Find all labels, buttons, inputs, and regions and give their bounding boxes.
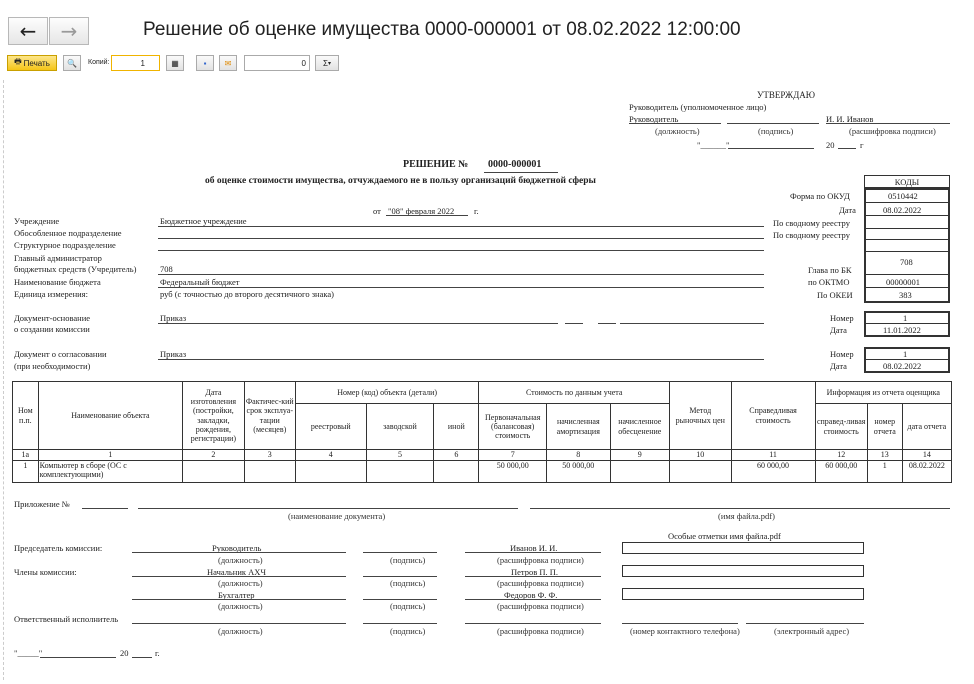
- col-init-header: Первоначальная (балансовая) стоимость: [479, 404, 547, 450]
- codes-date-label: Дата: [839, 205, 856, 215]
- doc-number: 0000-000001: [488, 159, 542, 170]
- save-icon: ▪: [203, 58, 207, 68]
- okud-value: 0510442: [888, 191, 918, 201]
- table-row: 1 Компьютер в сборе (ОС с комплектующими) 50 000,00 50 000,00 60 000,00 60 000,00 1 08.02.2022: [13, 461, 952, 483]
- agree-num-label: Номер: [830, 349, 854, 359]
- col-other-header: иной: [434, 404, 479, 450]
- window-title: Решение об оценке имущества 0000-000001 от 08.02.2022 12:00:00: [143, 19, 741, 40]
- gl-label-1: Главный администратор: [14, 253, 102, 263]
- col-date-header: Дата изготовления (постройки, закладки, рождения, регистрации): [183, 382, 245, 450]
- basis-value: Приказ: [160, 313, 187, 323]
- col-fact-header: заводской: [366, 404, 434, 450]
- sign-g: г.: [155, 648, 160, 658]
- codes-header: КОДЫ: [864, 175, 950, 188]
- back-button[interactable]: [8, 17, 48, 45]
- resp-cap-email: (электронный адрес): [774, 626, 850, 636]
- oktmo-value: 00000001: [886, 277, 920, 287]
- agree-label-1: Документ о согласовании: [14, 349, 107, 359]
- approve-cap-position: (должность): [655, 126, 700, 136]
- special-box-2: [622, 565, 864, 577]
- approve-position: Руководитель: [629, 114, 679, 124]
- member2-position: Бухгалтер: [218, 590, 255, 600]
- col-name-header: Наименование объекта: [38, 382, 183, 450]
- save-button[interactable]: [196, 55, 214, 71]
- envelope-icon: ✉: [224, 58, 232, 68]
- members-label: Члены комиссии:: [14, 567, 77, 577]
- chair-cap-name: (расшифровка подписи): [497, 555, 584, 565]
- chair-cap-pos: (должность): [218, 555, 263, 565]
- member1-name: Петров П. П.: [511, 567, 559, 577]
- sum-field[interactable]: 0: [244, 55, 310, 71]
- appendix-cap-file: (имя файла.pdf): [718, 511, 775, 521]
- codes-date-value: 08.02.2022: [883, 205, 922, 215]
- inst-label: Учреждение: [14, 216, 60, 226]
- sign-date-day: "_____": [14, 648, 43, 658]
- member1-cap-sign: (подпись): [390, 578, 426, 588]
- col-num-header: Ном п.п.: [13, 382, 39, 450]
- sub-label: Обособленное подразделение: [14, 228, 122, 238]
- member2-cap-name: (расшифровка подписи): [497, 601, 584, 611]
- col-impair-header: начисленное обесценение: [610, 404, 669, 450]
- okud-label: Форма по ОКУД: [790, 191, 850, 201]
- gl-value: 708: [160, 264, 173, 274]
- doc-date: "08" февраля 2022: [388, 206, 455, 216]
- col-cost-header: Стоимость по данным учета: [479, 382, 670, 404]
- col-rnum-header: номер отчета: [867, 404, 902, 450]
- approve-title: УТВЕРЖДАЮ: [757, 90, 816, 100]
- budget-value: Федеральный бюджет: [160, 277, 240, 287]
- approve-g: г: [860, 140, 864, 150]
- col-method-header: Метод рыночных цен: [670, 382, 732, 450]
- chair-name: Иванов И. И.: [510, 543, 558, 553]
- member2-name: Федоров Ф. Ф.: [504, 590, 558, 600]
- basis-num-label: Номер: [830, 313, 854, 323]
- struct-label: Структурное подразделение: [14, 240, 116, 250]
- arrow-left-icon: ←: [19, 19, 37, 43]
- basis-date-label: Дата: [830, 325, 847, 335]
- special-marks-label: Особые отметки имя файла.pdf: [668, 531, 781, 541]
- col-rdate-header: дата отчета: [902, 404, 951, 450]
- resp-cap-pos: (должность): [218, 626, 263, 636]
- approve-cap-sign: (подпись): [758, 126, 794, 136]
- agree-label-2: (при необходимости): [14, 361, 91, 371]
- chair-cap-sign: (подпись): [390, 555, 426, 565]
- member2-cap-pos: (должность): [218, 601, 263, 611]
- budget-label: Наименование бюджета: [14, 277, 101, 287]
- forward-button[interactable]: [49, 17, 89, 45]
- col-reg-header: реестровый: [295, 404, 366, 450]
- member1-cap-name: (расшифровка подписи): [497, 578, 584, 588]
- basis-num: 1: [903, 313, 908, 323]
- column-numbers-row: 1а 1 2 3 4 5 6 7 8 9 10 11 12 13 14: [13, 450, 952, 461]
- col-amort-header: начисленная амортизация: [547, 404, 611, 450]
- oktmo-label: по ОКТМО: [808, 277, 850, 287]
- unit-label: Единица измерения:: [14, 289, 88, 299]
- approve-head-label: Руководитель (уполномоченное лицо): [629, 102, 767, 112]
- glava-value: 708: [900, 257, 913, 267]
- print-button[interactable]: 🖶 Печать: [7, 55, 57, 71]
- resp-cap-sign: (подпись): [390, 626, 426, 636]
- col-life-header: Фактичес-кий срок эксплуа-тации (месяцев): [244, 382, 295, 450]
- glava-label: Глава по БК: [808, 265, 852, 275]
- col-fair-header: Справедливая стоимость: [731, 382, 815, 450]
- doc-title: РЕШЕНИЕ №: [403, 159, 469, 170]
- agree-value: Приказ: [160, 349, 187, 359]
- unit-value: руб (с точностью до второго десятичного знака): [160, 289, 334, 299]
- copies-label: Копий:: [88, 59, 110, 66]
- approve-name: И. И. Иванов: [826, 114, 874, 124]
- chair-position: Руководитель: [212, 543, 262, 553]
- special-box-1: [622, 542, 864, 554]
- basis-label-1: Документ-основание: [14, 313, 91, 323]
- agree-num: 1: [903, 349, 908, 359]
- reestr-label-1: По сводному реестру: [773, 218, 850, 228]
- basis-date: 11.01.2022: [883, 325, 921, 335]
- special-box-3: [622, 588, 864, 600]
- resp-label: Ответственный исполнитель: [14, 614, 119, 624]
- resp-cap-phone: (номер контактного телефона): [630, 626, 740, 636]
- doc-subtitle: об оценке стоимости имущества, отчуждаемого не в пользу организаций бюджетной сферы: [205, 176, 596, 186]
- left-margin: [0, 80, 4, 680]
- copies-input[interactable]: 1: [111, 55, 160, 71]
- chevron-down-icon: ▾: [327, 60, 331, 67]
- agree-date-label: Дата: [830, 361, 847, 371]
- okei-value: 383: [899, 290, 912, 300]
- sign-year: 20: [120, 648, 129, 658]
- doc-date-from: от: [373, 206, 381, 216]
- printer-icon: 🖶: [14, 57, 22, 66]
- page-setup-icon: ▦: [171, 58, 179, 68]
- col-code-header: Номер (код) объекта (детали): [295, 382, 478, 404]
- appendix-cap-doc: (наименование документа): [288, 511, 386, 521]
- okei-label: По ОКЕИ: [817, 290, 853, 300]
- member2-cap-sign: (подпись): [390, 601, 426, 611]
- chair-label: Председатель комиссии:: [14, 543, 103, 553]
- col-report-header: Информация из отчета оценщика: [815, 382, 951, 404]
- approve-date-day: "______": [697, 140, 730, 150]
- col-rfair-header: справед-ливая стоимость: [815, 404, 867, 450]
- sum-button[interactable]: Σ ▾: [315, 55, 339, 71]
- preview-button[interactable]: [63, 55, 81, 71]
- resp-cap-name: (расшифровка подписи): [497, 626, 584, 636]
- basis-label-2: о создании комиссии: [14, 324, 90, 334]
- appendix-label: Приложение №: [14, 499, 70, 509]
- reestr-label-2: По сводному реестру: [773, 230, 850, 240]
- gl-label-2: бюджетных средств (Учредитель): [14, 264, 137, 274]
- magnifier-icon: 🔍: [67, 58, 77, 68]
- approve-cap-name: (расшифровка подписи): [849, 126, 936, 136]
- member1-cap-pos: (должность): [218, 578, 263, 588]
- approve-year: 20: [826, 140, 835, 150]
- assets-table: [12, 381, 952, 483]
- settings-button[interactable]: [166, 55, 184, 71]
- doc-date-g: г.: [474, 206, 479, 216]
- agree-date: 08.02.2022: [883, 361, 922, 371]
- email-button[interactable]: [219, 55, 237, 71]
- arrow-right-icon: →: [60, 19, 78, 43]
- member1-position: Начальник АХЧ: [207, 567, 266, 577]
- inst-value: Бюджетное учреждение: [160, 216, 247, 226]
